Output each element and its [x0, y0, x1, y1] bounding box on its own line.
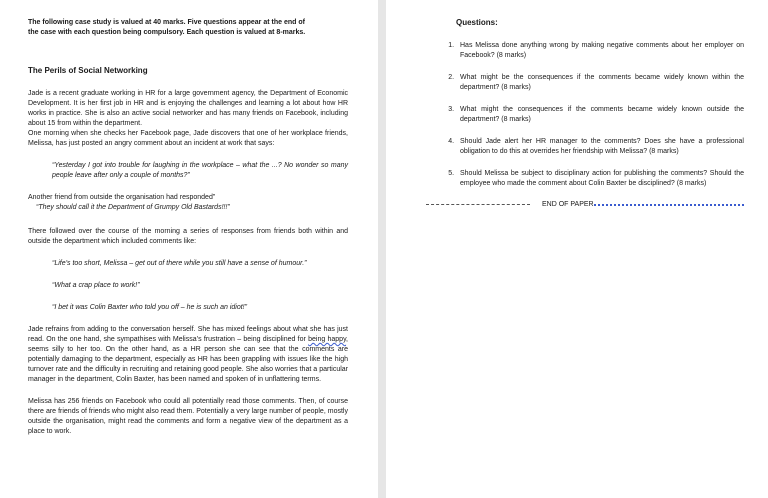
question-item: 5. Should Melissa be subject to disciplinary action for publishing the comments? Should the employee who made the comment about Colin Baxter be disciplined? (8 marks) — [456, 169, 744, 189]
question-item: 4. Should Jade alert her HR manager to the comments? Does she have a professional obligation to do this at overrides her friendship with Melissa? (8 marks) — [456, 137, 744, 157]
document-page-right — [386, 0, 768, 498]
quote: “What a crap place to work!” — [52, 282, 140, 289]
end-of-paper-row — [426, 201, 744, 208]
end-of-paper-text: END OF PAPER — [542, 201, 594, 208]
quote: “They should call it the Department of Grumpy Old Bastards!!!” — [36, 204, 230, 211]
question-item: 3. What might the consequences if the comments became widely known outside the department? (8 marks) — [456, 105, 744, 125]
paragraph: Jade is a recent graduate working in HR for a large government agency, the Department of Economic Development. It is her first job in HR and is enjoying the challenges and learning a lot about how HR works in practice. She is also an active social networker and has many friends on Facebook, including about 15 from within the department. — [28, 90, 348, 127]
paragraph: One morning when she checks her Facebook page, Jade discovers that one of her workplace friends, Melissa, has just posted an angry comment about an incident at work that says: — [28, 130, 348, 147]
quote: “Yesterday I got into trouble for laughing in the workplace – what the ...? No wonder so many people leave after only a couple of months?” — [52, 162, 348, 179]
paragraph-text: Jade refrains from adding to the conversation herself. She has mixed feelings about what she has just read. On the one hand, she sympathises with Melissa’s frustration – being disciplined for — [28, 326, 348, 343]
questions-list — [426, 41, 744, 189]
questions-heading: Questions: — [456, 18, 498, 27]
case-study-title: The Perils of Social Networking — [28, 66, 148, 75]
paragraph: There followed over the course of the morning a series of responses from friends both within and outside the department which included comments like: — [28, 228, 348, 245]
quote: “Life’s too short, Melissa – get out of there while you still have a sense of humour.” — [52, 260, 307, 267]
paragraph: Another friend from outside the organisation had responded” — [28, 194, 216, 201]
spellcheck-flagged-text[interactable]: being happy — [308, 336, 347, 343]
paragraph-text: , seems silly to her too. On the other hand, as a HR person she can see that the comments are potentially damaging to the department, especially as HR has been grappling with issues like the high turnover rate and the difficulty in recruiting and retaining good people. She also worries that a particular manager in the department, Colin Baxter, has been named and spoken of in unflattering terms. — [28, 336, 348, 383]
intro-line: The following case study is valued at 40 marks. Five questions appear at the end of — [28, 19, 305, 26]
question-item: 2. What might be the consequences if the comments became widely known within the department? (8 marks) — [456, 73, 744, 93]
intro-instructions — [28, 18, 348, 38]
spellcheck-underline — [594, 204, 744, 206]
intro-line: the case with each question being compulsory. Each question is valued at 8-marks. — [28, 29, 306, 36]
document-page-left — [0, 0, 378, 498]
divider-line — [426, 204, 530, 205]
paragraph: Melissa has 256 friends on Facebook who could all potentially read those comments. Then, of course there are friends of friends who might also read them. Potentially a very large number of people, mostly outside the organisation, might read the comments and form a negative view of the department as a place to work. — [28, 398, 348, 435]
quote: “I bet it was Colin Baxter who told you off – he is such an idiot!” — [52, 304, 247, 311]
paragraph — [28, 325, 348, 385]
question-item: 1. Has Melissa done anything wrong by making negative comments about her employer on Facebook? (8 marks) — [456, 41, 744, 61]
